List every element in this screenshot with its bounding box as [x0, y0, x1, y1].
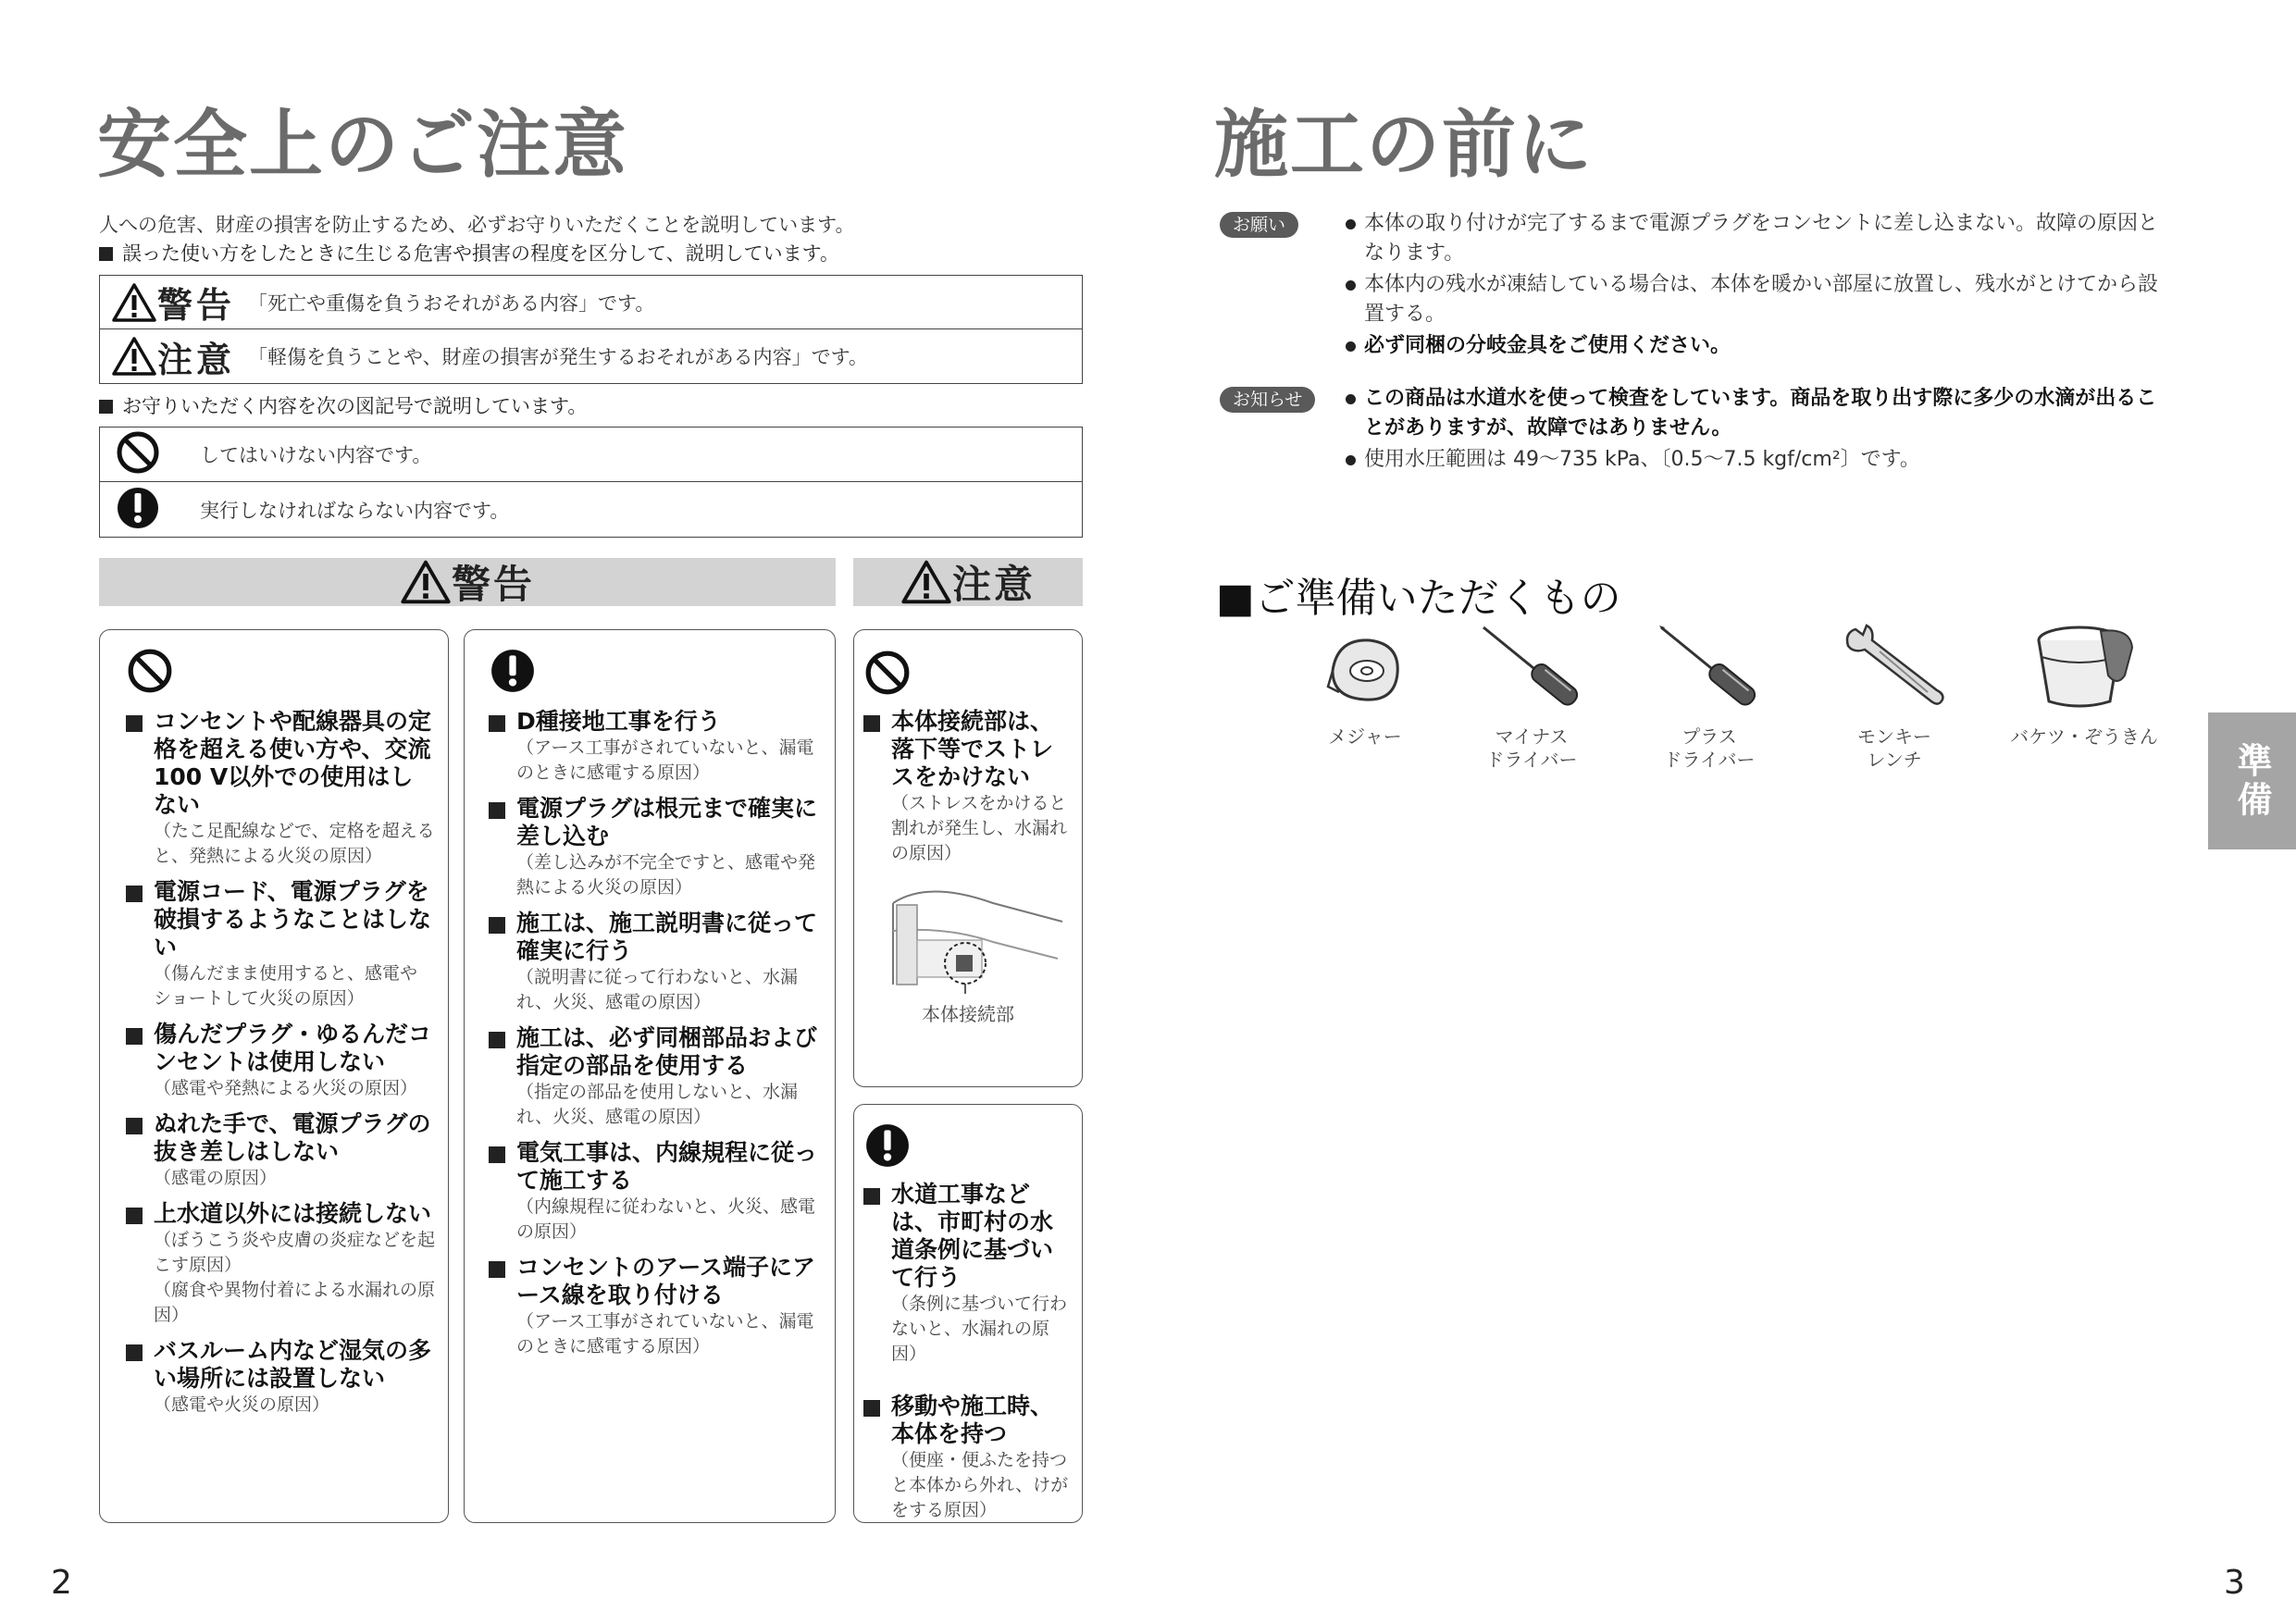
- mandatory-cell: [100, 485, 200, 535]
- item-heading: 電源コード、電源プラグを破損するようなことはしない: [126, 878, 435, 961]
- prohibited-desc: してはいけない内容です。: [200, 444, 432, 466]
- item-heading: 傷んだプラグ・ゆるんだコンセントは使用しない: [126, 1021, 435, 1076]
- symbol-legend: [99, 427, 1083, 538]
- onegai-tag: [1220, 212, 1298, 238]
- item-reason: （指定の部品を使用しないと、水漏れ、火災、感電の原因）: [516, 1082, 799, 1127]
- item-heading: コンセントや配線器具の定格を超える使い方や、交流100 V以外での使用はしない: [126, 708, 435, 819]
- list-item: [489, 795, 822, 900]
- oshirase-item: 使用水圧範囲は 49〜735 kPa、〔0.5〜7.5 kgf/cm²〕です。: [1344, 445, 2177, 475]
- tool-label: マイナス ドライバー: [1485, 725, 1578, 771]
- item-reason: （たこ足配線などで、定格を超えると、発熱による火災の原因）: [154, 821, 435, 866]
- warning-label: [100, 277, 248, 328]
- list-item: [489, 910, 822, 1015]
- warning-desc: 「死亡や重傷を負うおそれがある内容」です。: [248, 291, 655, 315]
- list-item: [126, 708, 435, 869]
- item-reason: （感電や火災の原因）: [154, 1394, 330, 1415]
- item-heading: 電源プラグは根元まで確実に差し込む: [489, 795, 822, 850]
- list-item: [489, 1024, 822, 1130]
- caution-bar: [853, 558, 1083, 606]
- onegai-tag-text: お願い: [1220, 212, 1298, 238]
- list-item: [489, 708, 822, 786]
- list-item: [126, 1337, 435, 1418]
- item-reason: （感電や発熱による火災の原因）: [154, 1078, 418, 1098]
- onegai-list: [1344, 209, 2177, 361]
- legend-row-warning: [100, 276, 1082, 329]
- tool-label: バケツ・ぞうきん: [2010, 725, 2158, 748]
- item-reason: （ぼうこう炎や皮膚の炎症などを起こす原因） （腐食や異物付着による水漏れの原因）: [154, 1230, 436, 1325]
- mandatory-icon: [115, 485, 161, 531]
- warning-triangle-icon: [400, 559, 452, 605]
- tool-phillips-screwdriver: [1631, 620, 1788, 772]
- prohibition-icon: [863, 649, 912, 697]
- tool-bucket: [2001, 620, 2167, 749]
- item-reason: （感電の原因）: [154, 1168, 278, 1188]
- item-heading: ぬれた手で、電源プラグの抜き差しはしない: [126, 1110, 435, 1166]
- warning-label-text: 警告: [157, 285, 236, 326]
- list-item: [863, 1181, 1073, 1367]
- caution-triangle-icon: [111, 336, 157, 377]
- item-reason: （内線規程に従わないと、火災、感電の原因）: [516, 1196, 816, 1242]
- tool-wrench: [1816, 620, 1973, 772]
- list-item: [489, 1139, 822, 1245]
- side-tab-label: 準備: [2231, 742, 2272, 820]
- caution-label: [100, 331, 248, 382]
- side-tab-preparation[interactable]: [2208, 712, 2296, 849]
- bucket-icon: [2029, 620, 2140, 712]
- list-item: [126, 1200, 435, 1328]
- item-reason: （傷んだまま使用すると、感電やショートして火災の原因）: [154, 963, 418, 1009]
- prohibition-icon: [126, 647, 174, 695]
- page-number-left: 2: [51, 1564, 72, 1602]
- caution-label-text: 注意: [157, 339, 236, 380]
- oshirase-list: [1344, 384, 2177, 475]
- item-reason: （アース工事がされていないと、漏電のときに感電する原因）: [516, 737, 814, 783]
- oshirase-tag: [1220, 387, 1315, 413]
- list-item: [126, 1021, 435, 1101]
- list-item: [863, 1393, 1073, 1523]
- prohibition-icon: [115, 429, 161, 476]
- warning-triangle-icon: [111, 282, 157, 323]
- mandatory-icon: [489, 647, 537, 695]
- severity-note-text: 誤った使い方をしたときに生じる危害や損害の程度を区分して、説明しています。: [122, 242, 839, 265]
- item-reason: （条例に基づいて行わないと、水漏れの原因）: [891, 1294, 1068, 1364]
- caution-prohibited-box: [853, 629, 1083, 1087]
- list-item: [126, 1110, 435, 1191]
- oshirase-item: この商品は水道水を使って検査をしています。商品を取り出す際に多少の水滴が出ることがありますが、故障ではありません。: [1344, 384, 2177, 443]
- item-reason: （便座・便ふたを持つと本体から外れ、けがをする原因）: [891, 1450, 1069, 1520]
- warning-bar: [99, 558, 836, 606]
- oshirase-tag-text: お知らせ: [1220, 387, 1315, 413]
- legend-row-prohibited: [100, 427, 1082, 482]
- tool-tape-measure: [1286, 620, 1444, 749]
- tool-label: モンキー レンチ: [1857, 725, 1931, 771]
- flathead-screwdriver-icon: [1476, 620, 1587, 712]
- onegai-item: 本体内の残水が凍結している場合は、本体を暖かい部屋に放置し、残水がとけてから設置する。: [1344, 270, 2177, 329]
- page-title-before-install: 施工の前に: [1214, 102, 1594, 188]
- warning-mandatory-box: [464, 629, 836, 1523]
- caution-mandatory-box: [853, 1104, 1083, 1523]
- item-heading: 移動や施工時、本体を持つ: [863, 1393, 1073, 1448]
- figure-caption: 本体接続部: [922, 1003, 1014, 1025]
- caution-bar-text: 注意: [951, 562, 1036, 607]
- warning-bar-text: 警告: [451, 562, 535, 607]
- onegai-item: 必ず同梱の分岐金具をご使用ください。: [1344, 331, 2177, 361]
- page-title-safety: 安全上のご注意: [97, 102, 628, 188]
- severity-legend: [99, 275, 1083, 384]
- legend-row-caution: [100, 329, 1082, 383]
- list-item: [489, 1254, 822, 1359]
- mandatory-icon: [863, 1121, 912, 1170]
- item-heading: 施工は、必ず同梱部品および指定の部品を使用する: [489, 1024, 822, 1080]
- item-heading: コンセントのアース端子にアース線を取り付ける: [489, 1254, 822, 1309]
- page-number-right: 3: [2224, 1564, 2245, 1602]
- caution-desc: 「軽傷を負うことや、財産の損害が発生するおそれがある内容」です。: [248, 346, 868, 368]
- tool-label: プラス ドライバー: [1663, 725, 1756, 771]
- symbol-note-text: お守りいただく内容を次の図記号で説明しています。: [122, 395, 588, 417]
- list-item: [863, 708, 1073, 866]
- tape-measure-icon: [1319, 620, 1411, 712]
- item-heading: 水道工事などは、市町村の水道条例に基づいて行う: [863, 1181, 1073, 1292]
- item-reason: （差し込みが不完全ですと、感電や発熱による火災の原因）: [516, 852, 816, 898]
- item-heading: 電気工事は、内線規程に従って施工する: [489, 1139, 822, 1195]
- tool-flathead-screwdriver: [1453, 620, 1610, 772]
- item-heading: 上水道以外には接続しない: [126, 1200, 435, 1228]
- prep-title: ■ご準備いただくもの: [1216, 575, 1621, 622]
- item-reason: （ストレスをかけると割れが発生し、水漏れの原因）: [891, 793, 1068, 863]
- item-heading: 施工は、施工説明書に従って確実に行う: [489, 910, 822, 965]
- item-heading: バスルーム内など湿気の多い場所には設置しない: [126, 1337, 435, 1393]
- item-reason: （説明書に従って行わないと、水漏れ、火災、感電の原因）: [516, 967, 799, 1012]
- prohibition-cell: [100, 429, 200, 479]
- caution-triangle-icon: [900, 559, 952, 605]
- safety-intro: 人への危害、財産の損害を防止するため、必ずお守りいただくことを説明しています。: [99, 214, 855, 236]
- legend-row-mandatory: [100, 482, 1082, 537]
- list-item: [126, 878, 435, 1011]
- severity-note: [99, 240, 839, 267]
- toilet-connection-figure: [891, 875, 1067, 996]
- tool-label: メジャー: [1328, 725, 1402, 748]
- onegai-item: 本体の取り付けが完了するまで電源プラグをコンセントに差し込まない。故障の原因となります。: [1344, 209, 2177, 268]
- item-heading: D種接地工事を行う: [489, 708, 822, 736]
- item-reason: （アース工事がされていないと、漏電のときに感電する原因）: [516, 1311, 814, 1357]
- item-heading: 本体接続部は、落下等でストレスをかけない: [863, 708, 1073, 791]
- warning-prohibited-box: [99, 629, 449, 1523]
- phillips-screwdriver-icon: [1654, 620, 1765, 712]
- mandatory-desc: 実行しなければならない内容です。: [200, 499, 510, 522]
- wrench-icon: [1839, 620, 1950, 712]
- symbol-note: [99, 392, 587, 420]
